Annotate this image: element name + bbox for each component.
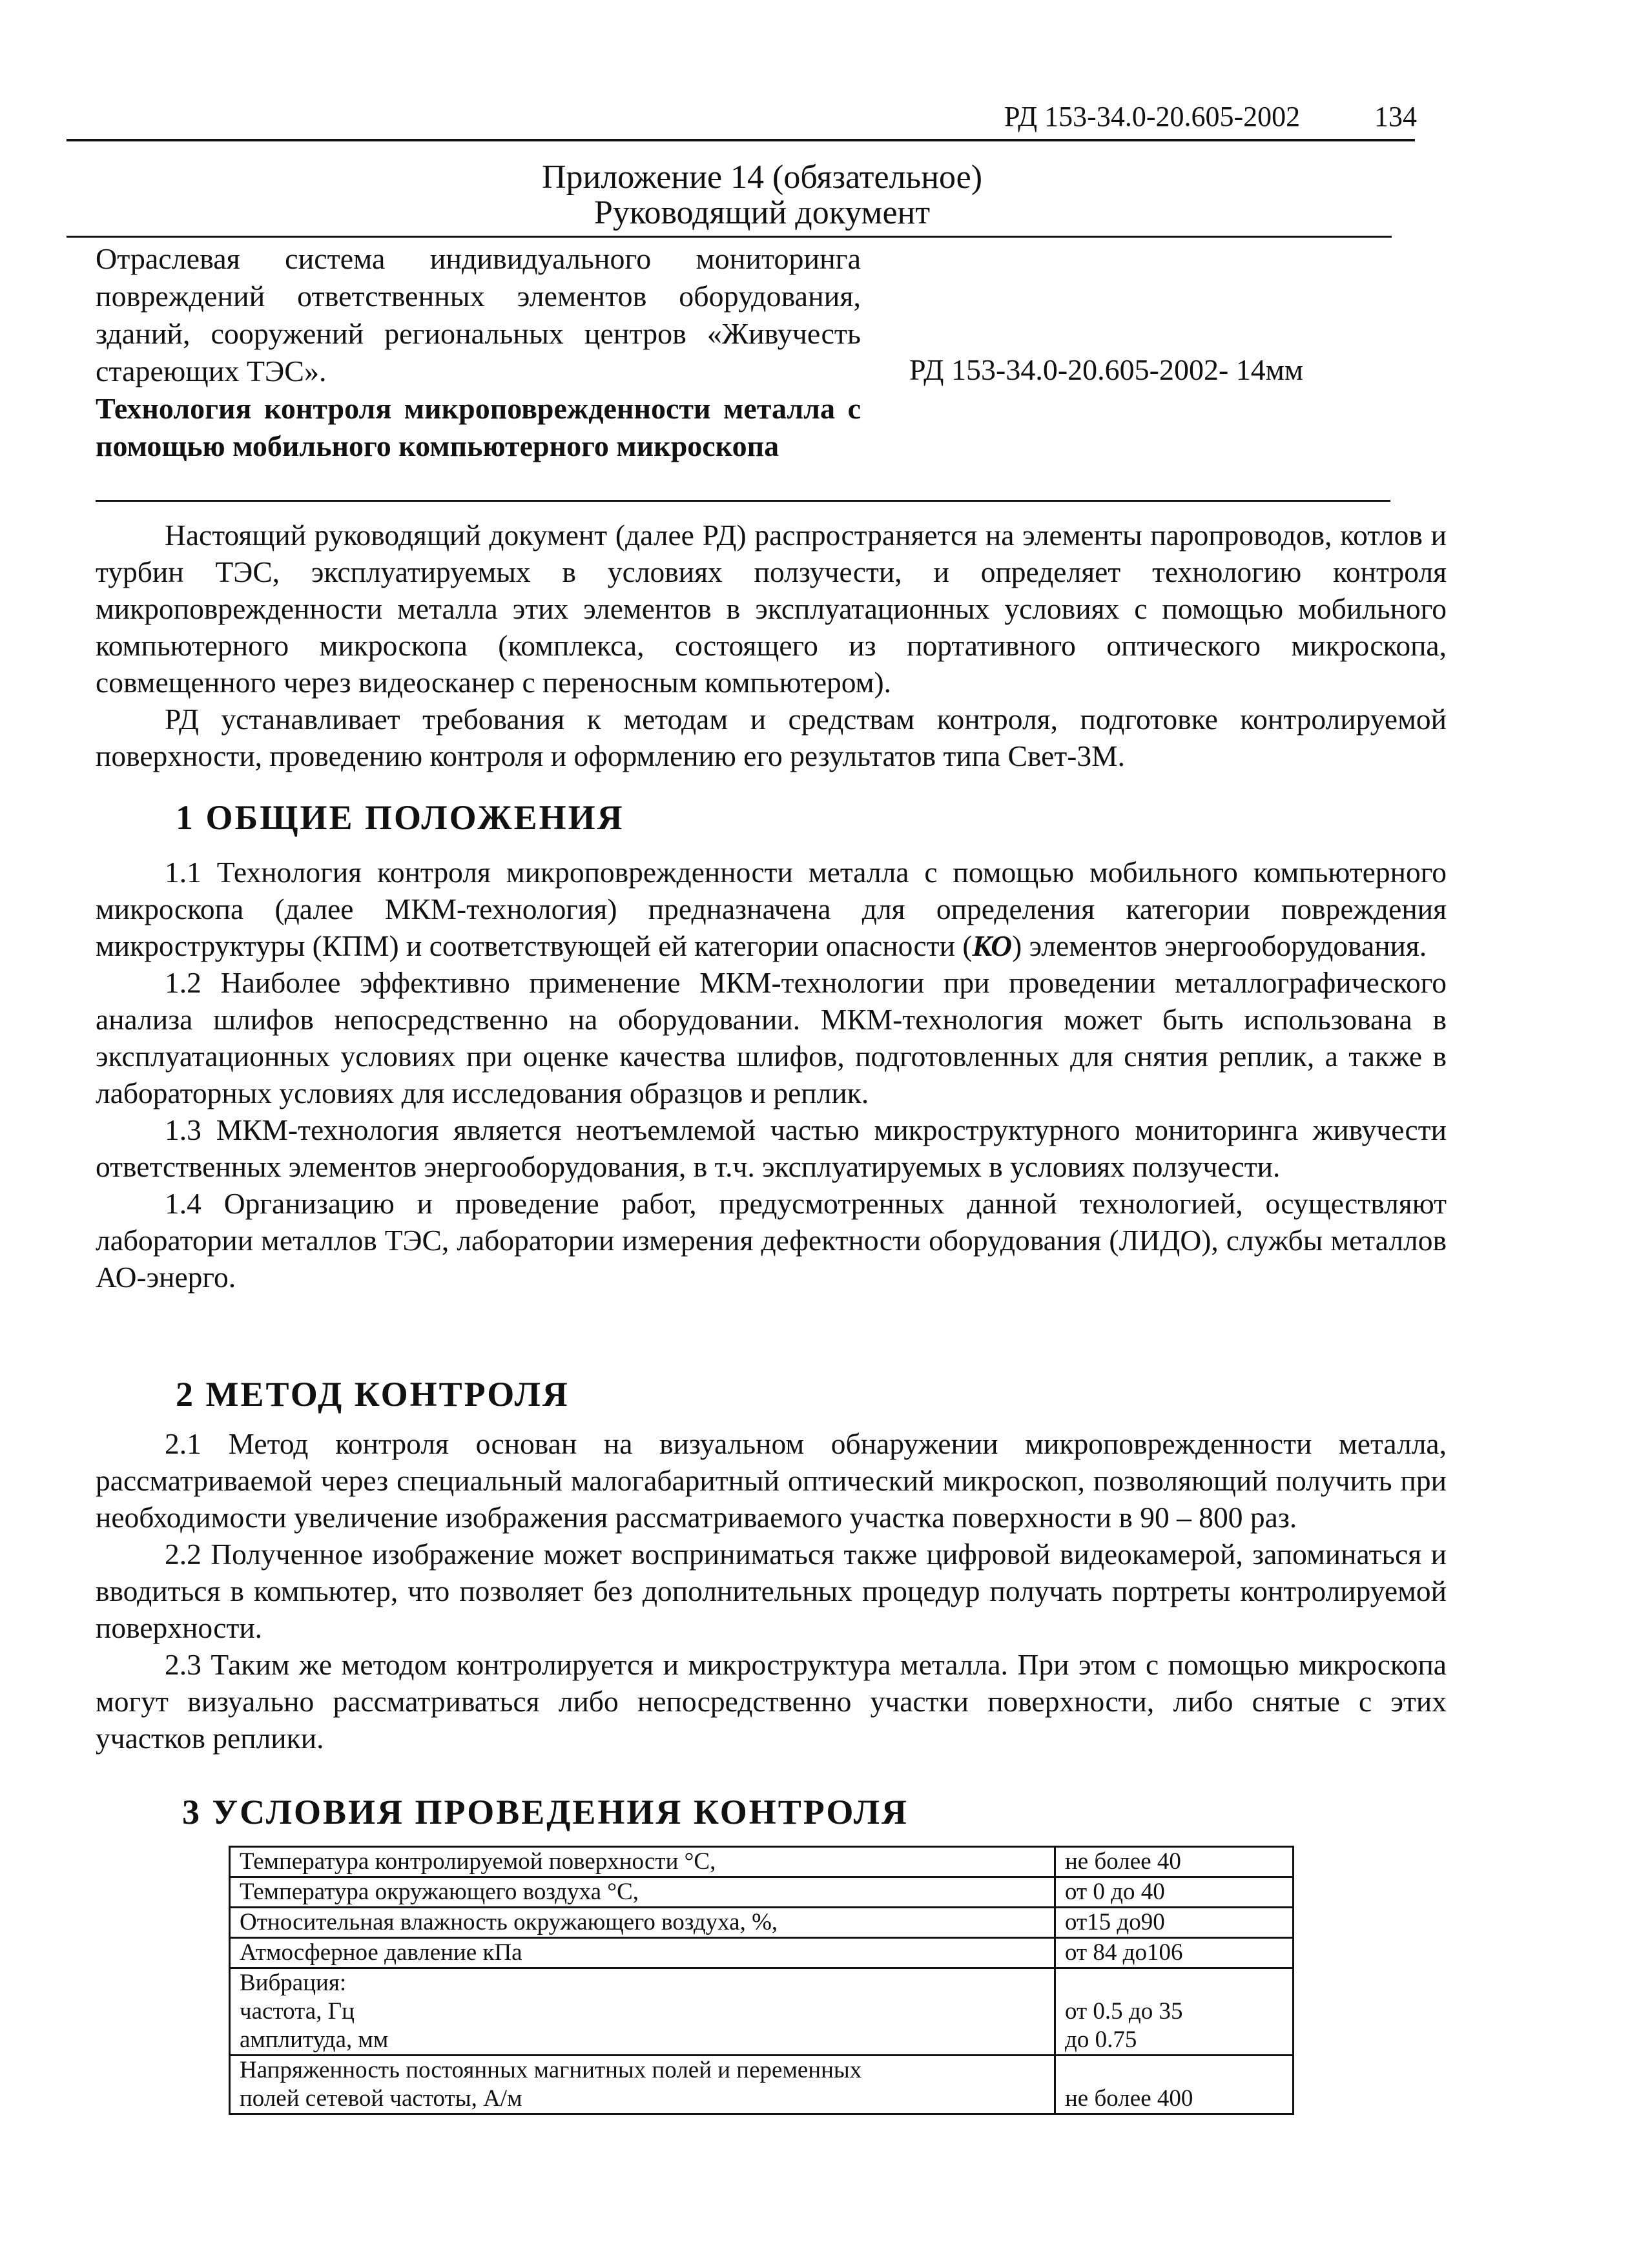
paragraph-1-2: 1.2 Наиболее эффективно применение МКМ-технологии при проведении металлографического анализа шлифов непосредственно на оборудовании. МКМ-технология может быть использована в эксплуатационных условиях при оценке качества шлифов, подготовленных для снятия реплик, а также в лабораторных условиях для исследования образцов и реплик.	[96, 966, 1447, 1109]
section-3-heading: 3 УСЛОВИЯ ПРОВЕДЕНИЯ КОНТРОЛЯ	[182, 1793, 909, 1831]
section-1-text	[96, 854, 1447, 1295]
paragraph-1-1-text-b: ) элементов энергооборудования.	[1012, 929, 1427, 962]
paragraph-2-3: 2.3 Таким же методом контролируется и микроструктура металла. При этом с помощью микроскопа могут визуально рассматриваться либо непосредственно участки поверхности, либо снятые с этих участков реплики.	[96, 1648, 1447, 1755]
title-rule	[67, 236, 1392, 238]
intro-paragraph: Настоящий руководящий документ (далее РД) распространяется на элементы паропроводов, котлов и турбин ТЭС, эксплуатируемых в условиях ползучести, и определяет технологию контроля микроповрежденности металла этих элементов в эксплуатационных условиях с помощью мобильного компьютерного микроскопа (комплекса, состоящего из портативного оптического микроскопа, совмещенного через видеосканер с переносным компьютером).	[96, 519, 1447, 699]
table-row	[230, 1968, 1294, 2056]
section-1-heading: 1 ОБЩИЕ ПОЛОЖЕНИЯ	[176, 798, 624, 837]
value-cell: не более 40	[1055, 1847, 1294, 1877]
param-cell: Температура контролируемой поверхности °С,	[230, 1847, 1055, 1877]
table-row	[230, 1847, 1294, 1877]
table-row	[230, 1877, 1294, 1908]
ko-abbrev: КО	[972, 929, 1013, 962]
value-cell: от15 до90	[1055, 1908, 1294, 1938]
doc-info-block	[96, 240, 861, 465]
section-2-heading: 2 МЕТОД КОНТРОЛЯ	[176, 1375, 570, 1414]
header-rule	[67, 139, 1415, 141]
table-row	[230, 1908, 1294, 1938]
table-row	[230, 1938, 1294, 1968]
page-number: 134	[1374, 101, 1417, 132]
vibration-freq-value: от 0.5 до 35	[1065, 1998, 1183, 2025]
magnetic-param-cell	[230, 2056, 1055, 2114]
vibration-param-cell	[230, 1968, 1055, 2056]
doc-code: РД 153-34.0-20.605-2002- 14мм	[909, 353, 1303, 386]
section-2-text	[96, 1425, 1447, 1757]
conditions-table	[229, 1846, 1294, 2115]
magnetic-line-1: Напряженность постоянных магнитных полей и переменных	[240, 2057, 862, 2083]
intro-text	[96, 517, 1447, 774]
paragraph-1-3: 1.3 МКМ-технология является неотъемлемой частью микроструктурного мониторинга живучести ответственных элементов энергооборудования, в т.ч. эксплуатируемых в условиях ползучести.	[96, 1113, 1447, 1183]
value-cell: от 84 до106	[1055, 1938, 1294, 1968]
param-cell: Относительная влажность окружающего воздуха, %,	[230, 1908, 1055, 1938]
vibration-amp-value: до 0.75	[1065, 2026, 1137, 2053]
param-cell: Температура окружающего воздуха °С,	[230, 1877, 1055, 1908]
value-cell: от 0 до 40	[1055, 1877, 1294, 1908]
paragraph-1-1-text-a: 1.1 Технология контроля микроповрежденности металла с помощью мобильного компьютерного микроскопа (далее МКМ-технология) предназначена для определения категории повреждения микроструктуры (КПМ) и соответствующей ей категории опасности (	[96, 856, 1447, 962]
doc-info-rule	[96, 500, 1390, 502]
intro-paragraph: РД устанавливает требования к методам и средствам контроля, подготовке контролируемой поверхности, проведению контроля и оформлению его результатов типа Свет-3М.	[96, 703, 1447, 772]
paragraph-1-1	[96, 854, 1447, 964]
appendix-subtitle: Руководящий документ	[593, 194, 931, 231]
vibration-freq-label: частота, Гц	[240, 1998, 355, 2025]
doc-description: Отраслевая система индивидуального мониторинга повреждений ответственных элементов оборудования, зданий, сооружений региональных центров «Живучесть стареющих ТЭС».	[96, 242, 861, 387]
magnetic-line-2: полей сетевой частоты, А/м	[240, 2085, 522, 2112]
table-row	[230, 2056, 1294, 2114]
magnetic-value-cell: не более 400	[1055, 2056, 1294, 2114]
paragraph-1-4: 1.4 Организацию и проведение работ, предусмотренных данной технологией, осуществляют лаборатории металлов ТЭС, лаборатории измерения дефектности оборудования (ЛИДО), службы металлов АО-энерго.	[96, 1187, 1447, 1294]
paragraph-2-1: 2.1 Метод контроля основан на визуальном обнаружении микроповрежденности металла, рассматриваемой через специальный малогабаритный оптический микроскоп, позволяющий получить при необходимости увеличение изображения рассматриваемого участка поверхности в 90 – 800 раз.	[96, 1427, 1447, 1534]
param-cell: Атмосферное давление кПа	[230, 1938, 1055, 1968]
header-doc-code: РД 153-34.0-20.605-2002	[1004, 101, 1301, 132]
vibration-amp-label: амплитуда, мм	[240, 2026, 389, 2053]
paragraph-2-2: 2.2 Полученное изображение может восприниматься также цифровой видеокамерой, запоминаться и вводиться в компьютер, что позволяет без дополнительных процедур получать портреты контролируемой поверхности.	[96, 1538, 1447, 1644]
appendix-title: Приложение 14 (обязательное)	[541, 159, 983, 196]
doc-title: Технология контроля микроповрежденности металла с помощью мобильного компьютерного микроскопа	[96, 392, 861, 462]
vibration-title: Вибрация:	[240, 1970, 347, 1996]
vibration-value-cell	[1055, 1968, 1294, 2056]
